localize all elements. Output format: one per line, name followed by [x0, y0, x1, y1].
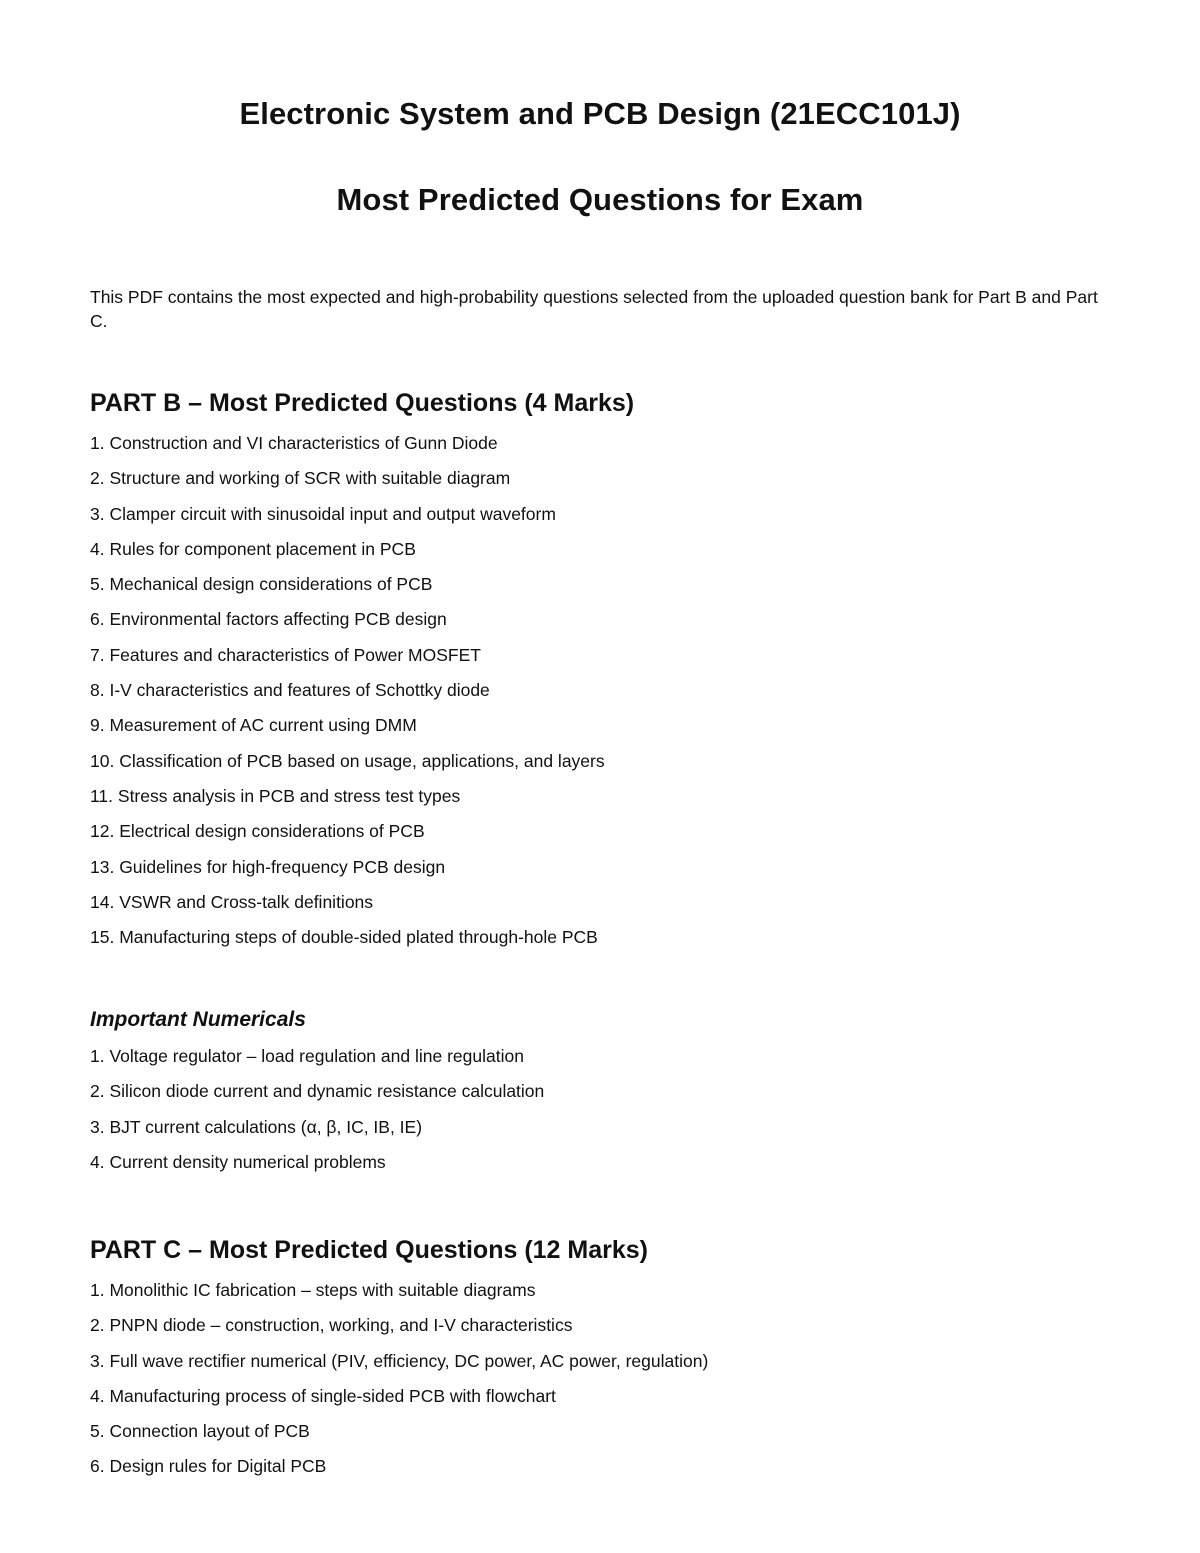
- part-b-heading: PART B – Most Predicted Questions (4 Marks): [90, 389, 635, 417]
- numericals-heading: Important Numericals: [90, 1008, 306, 1031]
- part-b-question-list: [90, 431, 605, 960]
- numerical-item: 1. Voltage regulator – load regulation and line regulation: [90, 1046, 524, 1066]
- document-subtitle: Most Predicted Questions for Exam: [336, 182, 864, 217]
- question-item: 1. Construction and VI characteristics of Gunn Diode: [90, 433, 498, 453]
- question-item: 10. Classification of PCB based on usage, applications, and layers: [90, 750, 605, 771]
- intro-paragraph: This PDF contains the most expected and high-probability questions selected from the uploaded question bank for Part B and Part C.: [90, 287, 1098, 331]
- question-item: 15. Manufacturing steps of double-sided plated through-hole PCB: [90, 927, 598, 948]
- document-title: Electronic System and PCB Design (21ECC101J): [239, 96, 961, 131]
- question-item: 1. Monolithic IC fabrication – steps with suitable diagrams: [90, 1280, 536, 1300]
- part-c-question-list: [90, 1278, 708, 1490]
- question-item: 5. Connection layout of PCB: [90, 1421, 310, 1442]
- numerical-item: 3. BJT current calculations (α, β, IC, IB, IE): [90, 1116, 423, 1137]
- question-item: 5. Mechanical design considerations of PCB: [90, 574, 433, 595]
- question-item: 3. Clamper circuit with sinusoidal input and output waveform: [90, 503, 556, 524]
- question-item: 4. Rules for component placement in PCB: [90, 538, 416, 559]
- part-c-heading: PART C – Most Predicted Questions (12 Marks): [90, 1236, 648, 1264]
- question-item: 2. Structure and working of SCR with suitable diagram: [90, 468, 511, 489]
- numerical-item: 4. Current density numerical problems: [90, 1151, 386, 1172]
- question-item: 4. Manufacturing process of single-sided PCB with flowchart: [90, 1385, 556, 1406]
- question-item: 13. Guidelines for high-frequency PCB design: [90, 856, 446, 877]
- question-item: 2. PNPN diode – construction, working, and I-V characteristics: [90, 1315, 573, 1336]
- question-item: 12. Electrical design considerations of PCB: [90, 821, 425, 842]
- question-item: 6. Environmental factors affecting PCB design: [90, 609, 447, 630]
- question-item: 14. VSWR and Cross-talk definitions: [90, 891, 374, 912]
- question-item: 8. I-V characteristics and features of Schottky diode: [90, 680, 490, 701]
- question-item: 11. Stress analysis in PCB and stress test types: [90, 785, 461, 806]
- question-item: 7. Features and characteristics of Power MOSFET: [90, 644, 481, 665]
- numerical-item: 2. Silicon diode current and dynamic resistance calculation: [90, 1081, 545, 1102]
- question-item: 3. Full wave rectifier numerical (PIV, efficiency, DC power, AC power, regulation): [90, 1350, 709, 1371]
- numericals-list: [90, 1044, 544, 1185]
- question-item: 6. Design rules for Digital PCB: [90, 1456, 327, 1477]
- question-item: 9. Measurement of AC current using DMM: [90, 715, 417, 736]
